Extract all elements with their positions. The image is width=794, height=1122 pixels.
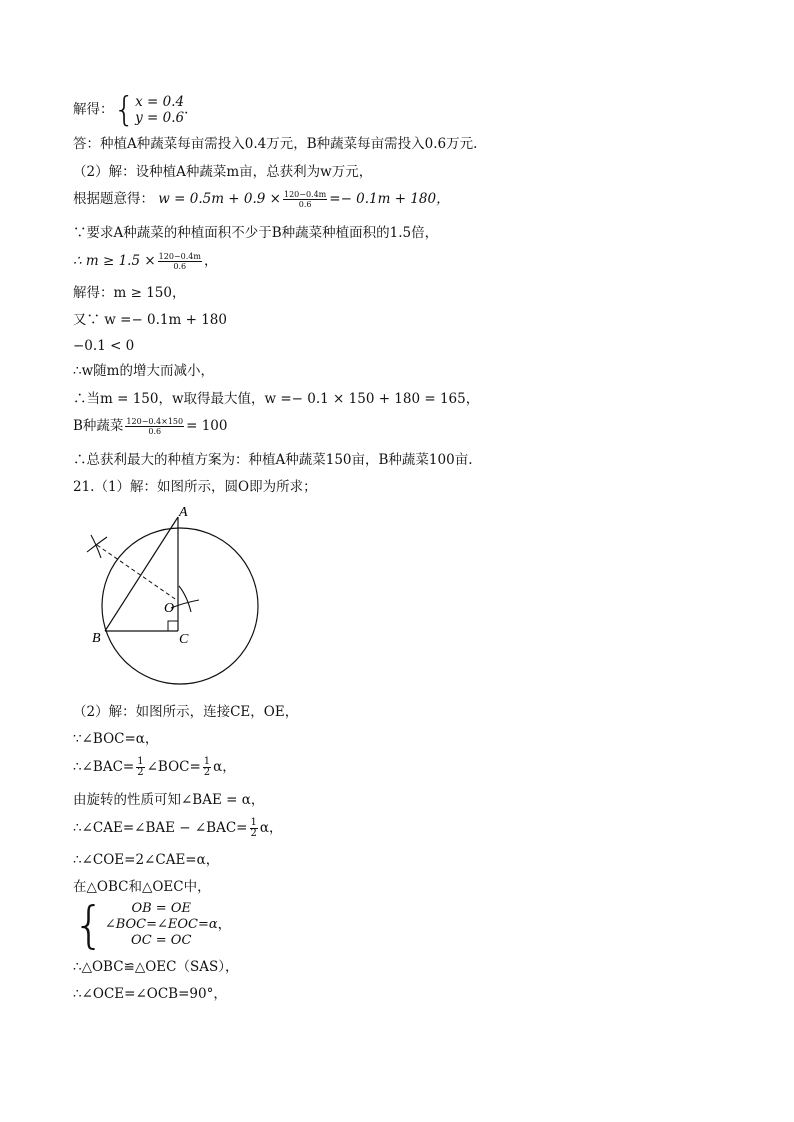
step-7: ∴△OBC≌△OEC（SAS）， bbox=[73, 959, 239, 975]
b-calc-line: B种蔬菜 $\frac{120-0.4\times 150}{0.6}$ = 100 bbox=[73, 417, 228, 436]
b-calc-fraction: $\frac{120-0.4\times 150}{0.6}$ bbox=[126, 417, 184, 436]
half-fraction-3: $\frac{1}{2}$ bbox=[250, 817, 257, 839]
part2-intro: （2）解：设种植A种蔬菜m亩，总获利为w万元， bbox=[73, 164, 373, 180]
solve2-line: 解得：m ≥ 150， bbox=[73, 285, 186, 301]
geometry-figure bbox=[75, 500, 265, 685]
congruence-system: { OB = OE ∠BOC=∠EOC=α OC = OC， bbox=[73, 896, 232, 954]
max-line: ∴当m = 150，w取得最大值，w =− 0.1 × 150 + 180 = 165， bbox=[73, 391, 480, 407]
negative-line: −0.1 < 0 bbox=[73, 338, 135, 354]
label-o: O bbox=[164, 601, 175, 616]
step-5: ∴∠COE=2∠CAE=α， bbox=[73, 852, 220, 868]
b-calc-prefix: B种蔬菜 bbox=[73, 418, 124, 434]
solution-system bbox=[135, 94, 184, 126]
system-brace: { bbox=[113, 90, 136, 130]
system-brace-3: { bbox=[73, 896, 105, 954]
label-c: C bbox=[179, 632, 189, 647]
equation-part-b: =− 0.1m + 180， bbox=[329, 191, 450, 207]
label-a: A bbox=[179, 505, 188, 520]
step-1: ∵∠BOC=α， bbox=[73, 731, 159, 747]
part2b-line: （2）解：如图所示，连接CE，OE， bbox=[73, 704, 299, 720]
half-fraction-1: $\frac{1}{2}$ bbox=[137, 756, 144, 778]
inequality-expr: ∴ m ≥ 1.5 × bbox=[73, 253, 156, 269]
solve-label: 解得： bbox=[73, 101, 114, 118]
arc-mark-right-1 bbox=[179, 586, 191, 612]
equation-prefix: 根据题意得： bbox=[73, 191, 154, 207]
solution-x: x = 0.4 bbox=[135, 94, 185, 110]
again-line: 又∵ w =− 0.1m + 180 bbox=[73, 312, 227, 328]
equation-fraction: $\frac{120-0.4m}{0.6}$ bbox=[283, 190, 327, 209]
half-fraction-2: $\frac{1}{2}$ bbox=[203, 756, 211, 778]
arc-mark-right-2 bbox=[171, 600, 199, 608]
solution-y: y = 0.6 bbox=[135, 110, 185, 126]
congruence-rows: OB = OE ∠BOC=∠EOC=α OC = OC bbox=[104, 901, 218, 948]
step-8: ∴∠OCE=∠OCB=90°， bbox=[73, 986, 227, 1002]
equation-part-a: w = 0.5m + 0.9 × bbox=[158, 191, 281, 207]
profit-equation-line bbox=[73, 190, 450, 209]
condition-line: ∵要求A种蔬菜的种植面积不少于B种蔬菜种植面积的1.5倍， bbox=[73, 225, 439, 241]
circle-o bbox=[102, 528, 258, 684]
inequality-line: ∴ m ≥ 1.5 × $\frac{120-0.4m}{0.6}$ ， bbox=[73, 252, 218, 271]
answer-line: 答：种植A种蔬菜每亩需投入0.4万元，B种蔬菜每亩需投入0.6万元. bbox=[73, 136, 478, 152]
label-b: B bbox=[92, 631, 101, 646]
decrease-line: ∴w随m的增大而减小， bbox=[73, 363, 214, 379]
step-2: ∴∠BAC= $\frac{1}{2}$ ∠BOC= $\frac{1}{2}$ α， bbox=[73, 756, 236, 778]
question-21-line: 21.（1）解：如图所示，圆O即为所求； bbox=[73, 479, 317, 495]
step-6: 在△OBC和△OEC中， bbox=[73, 879, 211, 895]
step-3: 由旋转的性质可知∠BAE = α， bbox=[73, 792, 265, 808]
plan-line: ∴总获利最大的种植方案为：种植A种蔬菜150亩，B种蔬菜100亩. bbox=[73, 452, 473, 468]
right-angle-mark bbox=[168, 621, 178, 631]
solve-suffix: . bbox=[184, 101, 189, 118]
step-4: ∴∠CAE=∠BAE − ∠BAC= $\frac{1}{2}$ α， bbox=[73, 817, 283, 839]
inequality-fraction: $\frac{120-0.4m}{0.6}$ bbox=[158, 252, 201, 271]
solve-system-line bbox=[73, 90, 189, 130]
